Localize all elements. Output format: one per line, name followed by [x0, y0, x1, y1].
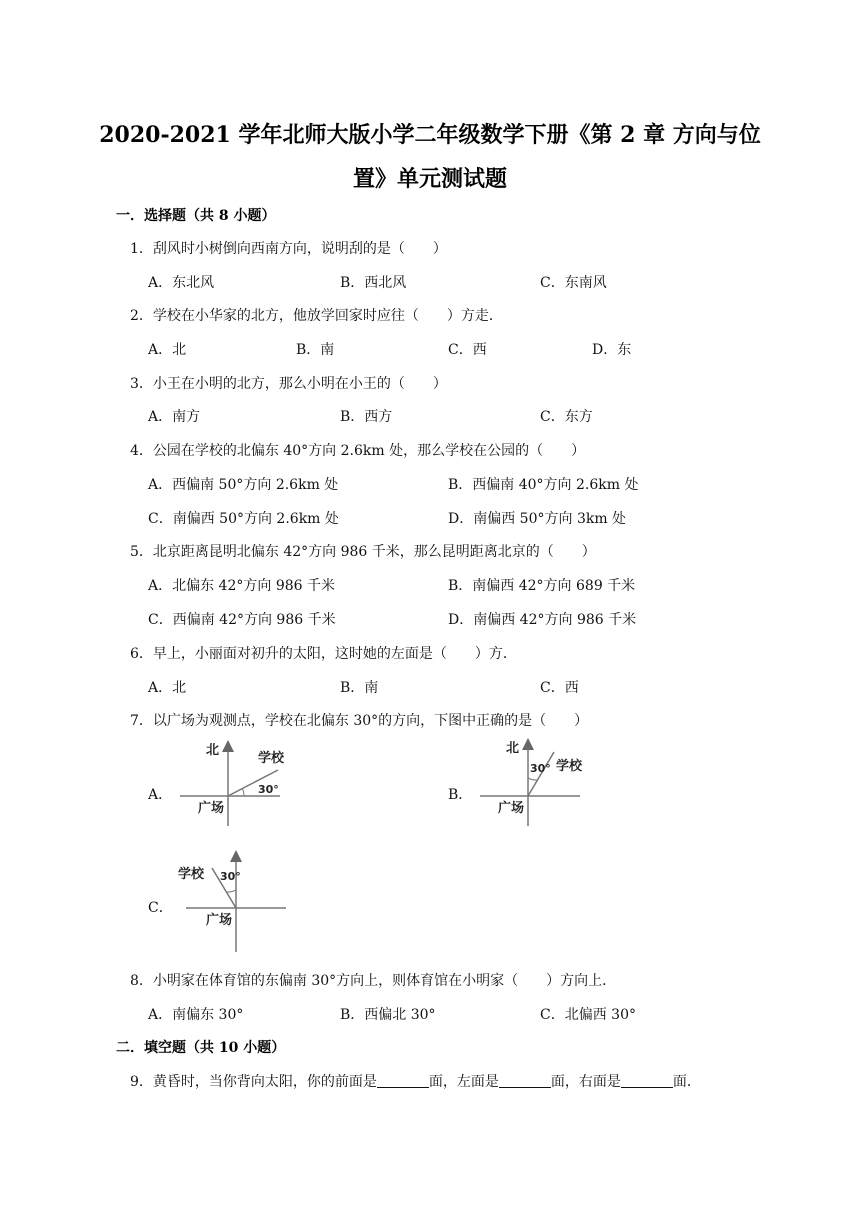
- q7-option-a[interactable]: A．: [148, 787, 173, 803]
- q9-blank-1[interactable]: [377, 1073, 429, 1088]
- q2-option-d[interactable]: D．东: [592, 342, 632, 358]
- q9-suffix: 面．: [672, 1074, 701, 1090]
- q7-option-c[interactable]: C．: [148, 900, 173, 916]
- q7-figure-b: [470, 738, 590, 828]
- title-line-1: 2020-2021 学年北师大版小学二年级数学下册《第 2 章 方向与位: [99, 122, 761, 148]
- plaza-label: 广场: [498, 801, 525, 816]
- q7-option-b[interactable]: B．: [448, 787, 473, 803]
- section-choice-heading: 一．选择题（共 8 小题）: [116, 208, 276, 224]
- q9-blank-3[interactable]: [621, 1073, 673, 1088]
- q8-option-b[interactable]: B．西偏北 30°: [340, 1007, 436, 1023]
- q2-option-a[interactable]: A．北: [148, 342, 187, 358]
- q4-option-d[interactable]: D．南偏西 50°方向 3km 处: [448, 511, 627, 527]
- q9-blank-2[interactable]: [499, 1073, 551, 1088]
- north-label: 北: [206, 743, 220, 758]
- q6-option-a[interactable]: A．北: [148, 680, 187, 696]
- q6-option-b[interactable]: B．南: [340, 680, 379, 696]
- q2-option-b[interactable]: B．南: [296, 342, 335, 358]
- q5-option-c[interactable]: C．西偏南 42°方向 986 千米: [148, 612, 336, 628]
- angle-label: 30°: [220, 870, 241, 883]
- q3-option-a[interactable]: A．南方: [148, 409, 201, 425]
- question-1: 1．刮风时小树倒向西南方向，说明刮的是（ ）: [130, 241, 447, 257]
- plaza-label: 广场: [206, 913, 233, 928]
- question-3: 3．小王在小明的北方，那么小明在小王的（ ）: [130, 376, 447, 392]
- question-8: 8．小明家在体育馆的东偏南 30°方向上，则体育馆在小明家（ ）方向上．: [130, 973, 617, 989]
- title-line-2: 置》单元测试题: [352, 166, 507, 192]
- q1-option-c[interactable]: C．东南风: [540, 275, 607, 291]
- question-9: [130, 1071, 701, 1091]
- question-6: 6．早上，小丽面对初升的太阳，这时她的左面是（ ）方．: [130, 646, 517, 662]
- angle-arc: [227, 890, 236, 892]
- q8-option-a[interactable]: A．南偏东 30°: [148, 1007, 244, 1023]
- school-label: 学校: [556, 759, 583, 774]
- q5-option-b[interactable]: B．南偏西 42°方向 689 千米: [448, 578, 636, 594]
- q8-option-c[interactable]: C．北偏西 30°: [540, 1007, 636, 1023]
- q3-option-b[interactable]: B．西方: [340, 409, 393, 425]
- section-fill-heading: 二．填空题（共 10 小题）: [116, 1040, 286, 1056]
- angle-label: 30°: [258, 783, 279, 796]
- q9-prefix: 9．黄昏时，当你背向太阳，你的前面是: [130, 1074, 377, 1090]
- q2-option-c[interactable]: C．西: [448, 342, 487, 358]
- q5-option-d[interactable]: D．南偏西 42°方向 986 千米: [448, 612, 637, 628]
- q6-option-c[interactable]: C．西: [540, 680, 579, 696]
- angle-arc: [242, 788, 244, 796]
- angle-label: 30°: [530, 762, 551, 775]
- question-2: 2．学校在小华家的北方，他放学回家时应往（ ）方走．: [130, 308, 503, 324]
- q4-option-c[interactable]: C．南偏西 50°方向 2.6km 处: [148, 511, 339, 527]
- q7-figure-c: [172, 850, 292, 954]
- q5-option-a[interactable]: A．北偏东 42°方向 986 千米: [148, 578, 335, 594]
- q4-option-a[interactable]: A．西偏南 50°方向 2.6km 处: [148, 477, 339, 493]
- north-label: 北: [506, 741, 520, 756]
- q4-option-b[interactable]: B．西偏南 40°方向 2.6km 处: [448, 477, 639, 493]
- q7-figure-a: [170, 738, 290, 828]
- question-4: 4．公园在学校的北偏东 40°方向 2.6km 处，那么学校在公园的（ ）: [130, 443, 586, 459]
- question-7: 7．以广场为观测点，学校在北偏东 30°的方向，下图中正确的是（ ）: [130, 713, 589, 729]
- q1-option-b[interactable]: B．西北风: [340, 275, 407, 291]
- school-label: 学校: [178, 867, 205, 882]
- question-5: 5．北京距离昆明北偏东 42°方向 986 千米，那么昆明距离北京的（ ）: [130, 544, 596, 560]
- q9-mid-1: 面，左面是: [428, 1074, 499, 1090]
- plaza-label: 广场: [198, 801, 225, 816]
- school-label: 学校: [258, 751, 285, 766]
- angle-arc: [528, 778, 537, 780]
- q3-option-c[interactable]: C．东方: [540, 409, 593, 425]
- q1-option-a[interactable]: A．东北风: [148, 275, 215, 291]
- q9-mid-2: 面，右面是: [550, 1074, 621, 1090]
